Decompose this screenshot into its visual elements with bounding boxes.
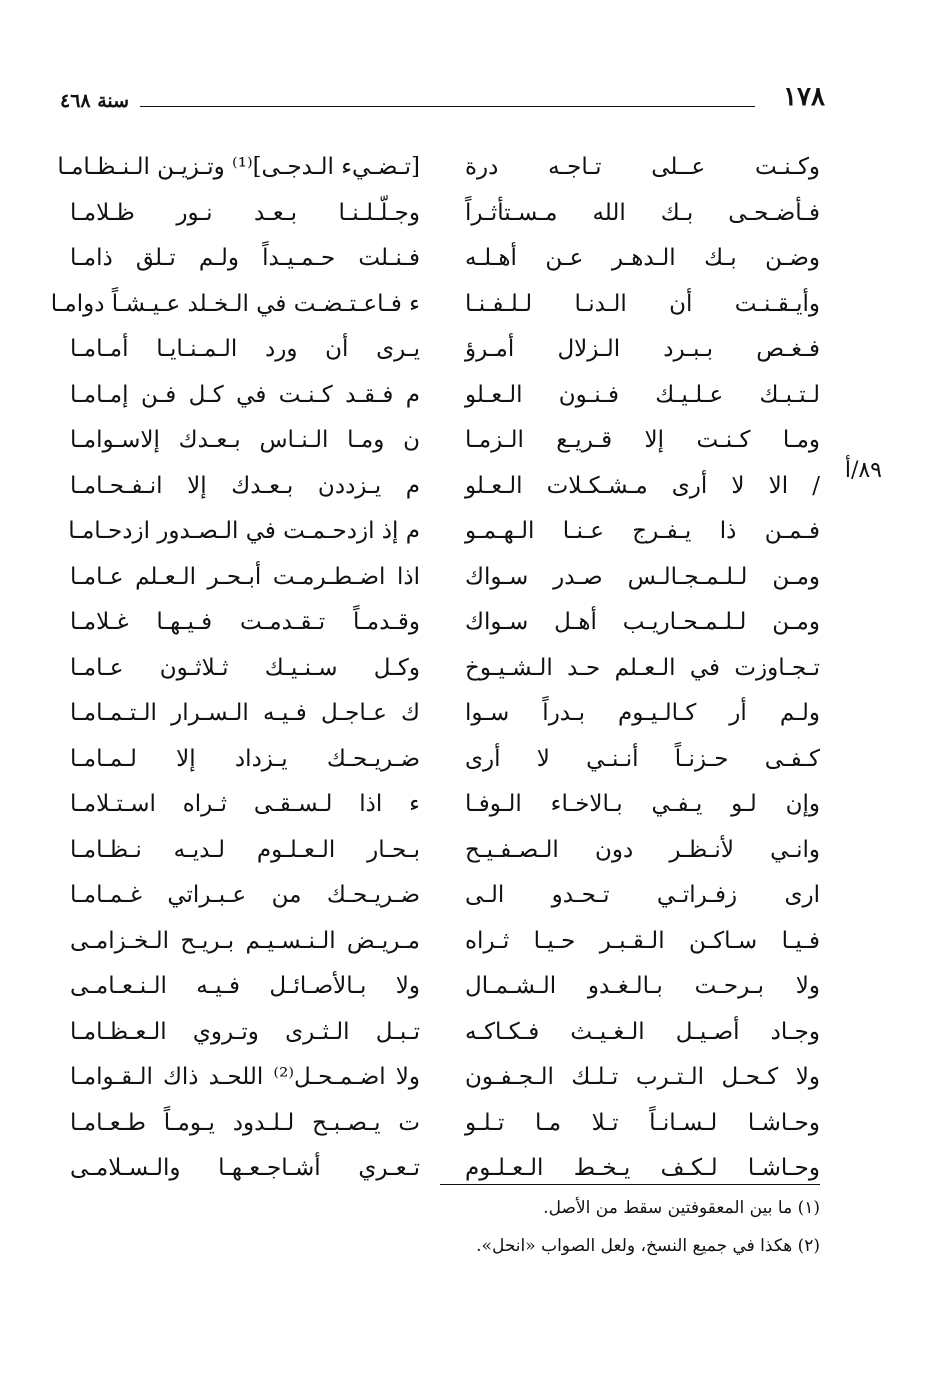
verse-line: بـحـار الـعـلـوم لـديـه نـظـامـا [70,836,420,863]
footnote-2: (٢) هكذا في جميع النسخ، ولعل الصواب «انحل». [476,1236,820,1256]
verse-line: وجـلّـلـنـا بـعـد نـور ظـلامـا [70,199,420,226]
verse-line: ارى زفـراتـي تـحـدو الـى [465,882,820,908]
verse-line: فـغـص بـبـرد الـزلال أمـرؤ [465,336,820,362]
verse-line: وحـاشـا لـسـانـاً تـلا مـا تـلـو [465,1109,820,1136]
verse-line: ت يـصـبـح لـلـدود يـومـاً طـعـامـا [70,1109,420,1136]
poem-right-column [465,145,820,1192]
verse-line: ء فـاعـتـضـت في الـخـلد عـيـشـاً دوامـا [50,290,420,317]
verse-line: فـنـلت حـمـيـداً ولـم تـلق ذامـا [70,245,420,271]
verse-line: ضـريـحـك من عـبـراتي غـمـامـا [70,882,420,908]
verse-line: وحـاشـا لـكـف يـخـط الـعـلـوم [465,1155,820,1181]
verse-line: ولا بـالأصـائـل فـيـه الـنـعـامـى [70,973,420,999]
page-number: ١٧٨ [783,82,825,112]
verse-line: م فـقـد كـنـت في كـل فـن إمـامـا [70,381,420,408]
poem-left-column [50,145,420,1192]
verse-line: وإن لـو يـفـي بـالاخـاء الـوفـا [465,791,820,817]
manuscript-folio-ref: ٨٩/أ [844,458,882,483]
verse-line: ن ومـا الـنـاس بـعـدك إلاسـوامـا [70,427,420,453]
verse-line: م إذ ازدحـمـت في الـصـدور ازدحـامـا [68,518,420,544]
footnote-1: (١) ما بين المعقوفتين سقط من الأصل. [543,1198,820,1218]
verse-line: وضـن بـك الـدهـر عـن أهـلـه [465,245,820,271]
verse-line: كـفـى حـزنـاً أنـنـي لا أرى [465,745,820,772]
verse-line: فـمـن ذا يـفـرج عـنـا الـهـمـو [465,518,820,544]
verse-line: وانـي لأنـظـر دون الـصـفـيـح [465,836,820,863]
verse-line: تـبـل الـثـرى وتـروي الـعـظـامـا [70,1018,420,1045]
verse-line: م يـزددن بـعـدك إلا انـفـحـامـا [70,472,420,499]
verse-line: ومـن لـلـمـجـالـس صـدر سـواك [465,563,820,590]
verse-line: وكـل سـنـيـك ثـلاثـون عـامـا [70,654,420,681]
verse-line: وقـدمـاً تـقـدمـت فـيـهـا غـلامـا [70,609,420,635]
verse-line: ضـريـحـك يـزداد إلا لـمـامـا [70,745,420,772]
verse-line: تـعـري أشـاجـعـهـا والـسـلامـى [70,1155,420,1181]
verse-line: ولا اضـمـحـل⁽²⁾ اللحـد ذاك الـقـوامـا [70,1064,420,1090]
verse-line: وكـنـت عــلى تـاجـه درة [465,154,820,180]
verse-line: يـرى أن ورد الـمـنـايـا أمـامـا [70,336,420,362]
verse-line: ولا كـحـل الـتـرب تـلـك الـجـفـون [465,1064,820,1090]
verse-line: وأيـقـنـت أن الـدنـا لـلـفـنـا [465,290,820,317]
verse-line: [تـضـيء الـدجـى]⁽¹⁾ وتـزيـن الـنـظـامـا [57,154,420,180]
verse-line: ك عـاجـل فـيـه الـسـرار الـتـمـامـا [70,700,420,726]
verse-line: وجـاد أصـيـل الـغـيـث فـكـاكـه [465,1018,820,1045]
footnote-rule [440,1184,820,1185]
verse-line: ولا بـرحـت بـالـغـدو الـشـمـال [465,973,820,999]
verse-line: ولـم أر كـالـيـوم بـدراً سـوا [465,700,820,726]
verse-line: ء اذا لـسـقـى ثـراه اسـتـلامـا [70,791,420,817]
header-rule [140,106,755,107]
verse-line: / الا لا أرى مـشـكـلات الـعـلو [465,472,820,499]
verse-line: فـأضـحـى بـك الله مـسـتأثـراً [465,199,820,226]
verse-line: مـريـض الـنـسـيـم بـريـح الـخـزامـى [70,927,420,954]
verse-line: تـجـاوزت في الـعـلم حـد الـشـيـوخ [465,654,820,681]
verse-line: ومـن لـلـمـحـاريـب أهـل سـواك [465,609,820,635]
verse-line: لـتـبـك عـلـيـك فـنـون الـعـلو [465,381,820,408]
verse-line: ومـا كـنـت إلا قـريـع الـزمـا [465,427,820,453]
running-header-year: سنة ٤٦٨ [60,90,130,112]
verse-line: فـيـا سـاكـن الـقـبـر حـيـا ثـراه [465,927,820,954]
verse-line: اذا اضـطـرمـت أبـحـر الـعـلم عـامـا [70,563,420,590]
